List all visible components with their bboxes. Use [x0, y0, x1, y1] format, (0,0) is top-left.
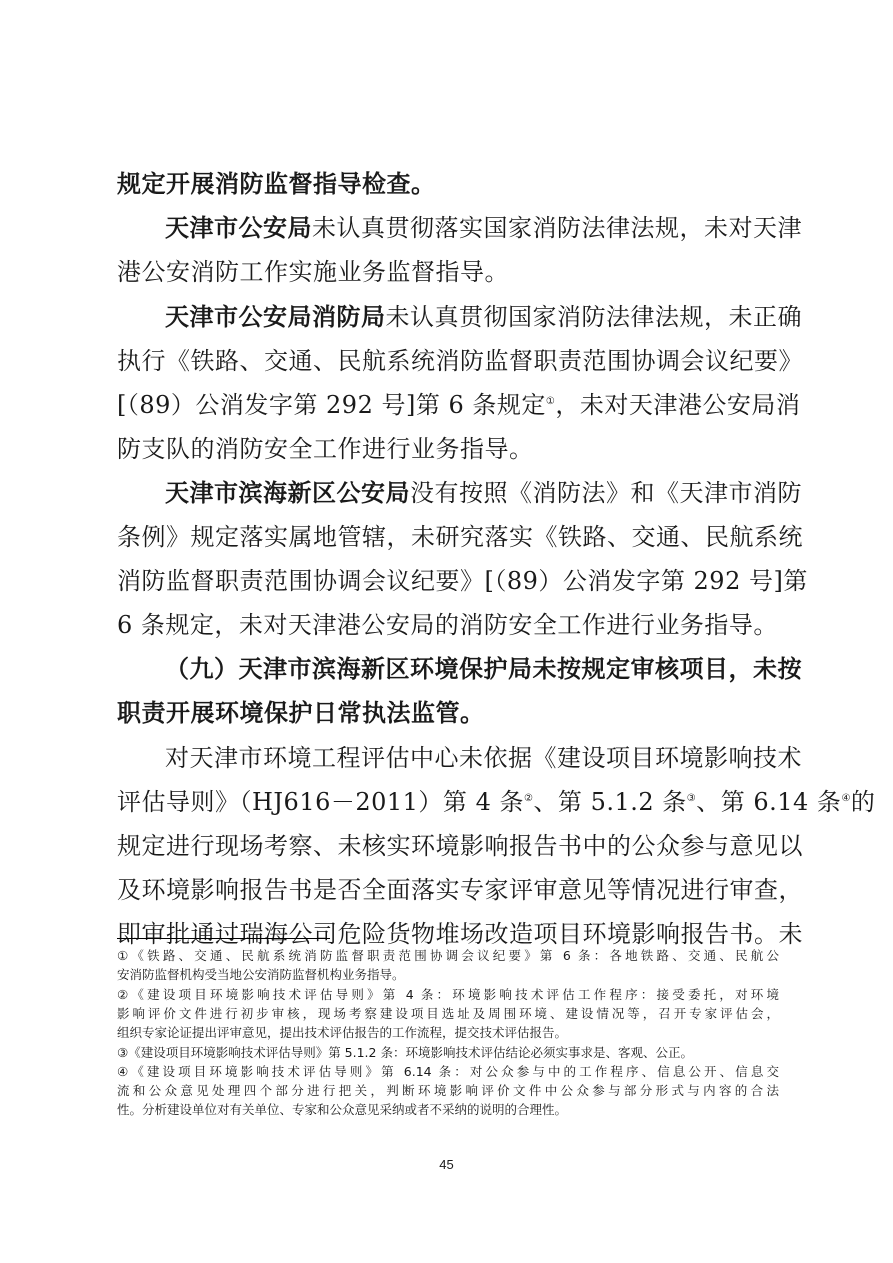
- paragraph-line: [117, 429, 779, 469]
- body-text: 、第 6.14 条: [696, 788, 842, 816]
- body-text: 没有按照《消防法》和《天津市消防: [410, 479, 802, 507]
- entity-name: 天津市公安局: [165, 213, 312, 242]
- footnote-line: [117, 1082, 779, 1100]
- footnote-line: [117, 966, 779, 984]
- footnote-text: 安消防监督机构受当地公安消防监督机构业务指导。: [117, 967, 405, 982]
- footnote-line: [117, 947, 779, 965]
- body-text: [（89）公消发字第 292 号]第 6 条规定: [117, 391, 546, 419]
- paragraph-line: [117, 738, 802, 778]
- paragraph-line: [117, 473, 802, 513]
- body-line: [117, 164, 779, 204]
- entity-name: 天津市滨海新区公安局: [165, 478, 410, 507]
- body-text: 执行《铁路、交通、民航系统消防监督职责范围协调会议纪要》: [117, 347, 803, 375]
- body-text: 评估导则》（HJ616－2011）第 4 条: [117, 788, 524, 816]
- footnote-line: [117, 986, 779, 1004]
- paragraph-line: [117, 297, 802, 337]
- footnote-text: 影响评价文件进行初步审核，现场考察建设项目选址及周围环境、建设情况等，召开专家评估会，: [117, 1006, 779, 1021]
- paragraph-line: [117, 561, 808, 601]
- paragraph-line: [117, 208, 802, 248]
- footnote-ref: ③: [686, 793, 697, 804]
- body-text: 未认真贯彻国家消防法律法规，未正确: [385, 303, 802, 331]
- paragraph-line: [117, 870, 803, 910]
- body-text: 对天津市环境工程评估中心未依据《建设项目环境影响技术: [165, 744, 802, 772]
- paragraph-line: [117, 385, 801, 425]
- footnote-text: 性。分析建设单位对有关单位、专家和公众意见采纳或者不采纳的说明的合理性。: [117, 1102, 568, 1117]
- footnote-ref: ①: [545, 396, 556, 407]
- footnote-text: ③《建设项目环境影响技术评估导则》第 5.1.2 条：环境影响技术评估结论必须实事求是、客观、公正。: [117, 1045, 693, 1060]
- body-text: 消防监督职责范围协调会议纪要》[（89）公消发字第 292 号]第: [117, 567, 808, 595]
- section-heading-line: [117, 649, 802, 689]
- body-text: 港公安消防工作实施业务监督指导。: [117, 258, 509, 286]
- footnote-ref: ②: [523, 793, 534, 804]
- footnote-divider: [117, 938, 330, 939]
- section-heading: （九）天津市滨海新区环境保护局未按规定审核项目，未按: [165, 654, 802, 683]
- footnote-text: 组织专家论证提出评审意见，提出技术评估报告的工作流程，提交技术评估报告。: [117, 1025, 568, 1040]
- footnote-line: [117, 1101, 779, 1119]
- footnote-text: ④《建设项目环境影响技术评估导则》第 6.14 条：对公众参与中的工作程序、信息公开、信息交: [117, 1064, 779, 1079]
- body-text: 条例》规定落实属地管辖，未研究落实《铁路、交通、民航系统: [117, 523, 803, 551]
- paragraph-line: [117, 341, 803, 381]
- page-number: 45: [439, 1157, 454, 1172]
- paragraph-line: [117, 517, 803, 557]
- body-bold-text: 规定开展消防监督指导检查。: [117, 169, 436, 198]
- paragraph-line: [117, 252, 779, 292]
- body-text: 的: [850, 788, 876, 816]
- body-text: ，未对天津港公安局消: [555, 391, 801, 419]
- paragraph-line: [117, 782, 876, 822]
- paragraph-line: [117, 605, 779, 645]
- footnote-ref: ④: [841, 793, 851, 804]
- entity-name: 天津市公安局消防局: [165, 302, 386, 331]
- body-text: 即审批通过瑞海公司危险货物堆场改造项目环境影响报告书。未: [117, 920, 803, 948]
- body-text: 6 条规定，未对天津港公安局的消防安全工作进行业务指导。: [117, 611, 778, 639]
- section-heading-line: [117, 693, 779, 733]
- body-text: 未认真贯彻落实国家消防法律法规，未对天津: [312, 214, 802, 242]
- footnote-text: ②《建设项目环境影响技术评估导则》第 4 条：环境影响技术评估工作程序：接受委托，对环境: [117, 987, 779, 1002]
- paragraph-line: [117, 826, 803, 866]
- body-text: 及环境影响报告书是否全面落实专家评审意见等情况进行审查，: [117, 876, 803, 904]
- footnote-line: [117, 1005, 779, 1023]
- footnote-line: [117, 1044, 779, 1062]
- footnote-text: ①《铁路、交通、民航系统消防监督职责范围协调会议纪要》第 6 条：各地铁路、交通、民航公: [117, 948, 779, 963]
- footnote-line: [117, 1024, 779, 1042]
- body-text: 、第 5.1.2 条: [533, 788, 687, 816]
- footnote-text: 流和公众意见处理四个部分进行把关，判断环境影响评价文件中公众参与部分形式与内容的合法: [117, 1083, 779, 1098]
- footnote-line: [117, 1063, 779, 1081]
- body-text: 规定进行现场考察、未核实环境影响报告书中的公众参与意见以: [117, 832, 803, 860]
- body-text: 防支队的消防安全工作进行业务指导。: [117, 435, 534, 463]
- section-heading: 职责开展环境保护日常执法监管。: [117, 698, 485, 727]
